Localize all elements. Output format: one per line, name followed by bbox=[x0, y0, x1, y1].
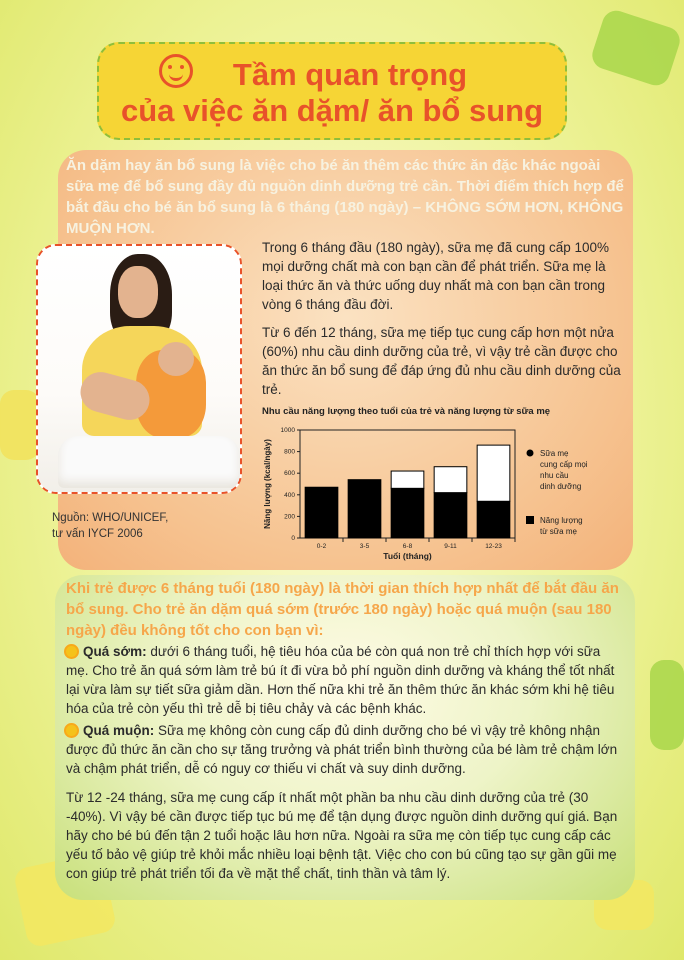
x-tick-label: 6-8 bbox=[402, 543, 413, 550]
too-early-paragraph: Quá sớm: dưới 6 tháng tuổi, hệ tiêu hóa của bé còn quá non trẻ chỉ thích hợp với sữa mẹ. Cho trẻ ăn quá sớm làm trẻ bú ít đi vừa bỏ phí nguồn dinh dưỡng và kháng thể tốt nhất lại vừa làm sự tiết sữa giảm dần. Hơn thế nữa khi trẻ ăn thêm thức ăn khác sớm khi hệ tiêu hóa của trẻ còn yếu thì trẻ dễ bị tiêu chảy và các bệnh khác. bbox=[66, 644, 615, 716]
bar-breastmilk-energy bbox=[434, 493, 467, 538]
x-tick-label: 0-2 bbox=[316, 543, 327, 550]
photo-source: Nguồn: WHO/UNICEF, tư vấn IYCF 2006 bbox=[52, 512, 169, 540]
chart-title: Nhu cầu năng lượng theo tuổi của trẻ và năng lượng từ sữa mẹ bbox=[262, 406, 551, 417]
puzzle-piece-decoration bbox=[650, 660, 684, 750]
y-tick-label: 1000 bbox=[280, 427, 295, 434]
timing-lead-text: Khi trẻ được 6 tháng tuổi (180 ngày) là thời gian thích hợp nhất để bắt đầu ăn bổ sung. Cho trẻ ăn dặm quá sớm (trước 180 ngày) hoặc quá muộn (sau 180 ngày) đều không tốt cho con bạn vì: bbox=[66, 580, 619, 639]
x-tick-label: 3-5 bbox=[359, 543, 370, 550]
flower-bullet-icon bbox=[66, 725, 77, 736]
y-tick-label: 800 bbox=[284, 448, 295, 456]
paragraph-six-to-twelve-months: Từ 6 đến 12 tháng, sữa mẹ tiếp tục cung cấp hơn một nửa (60%) nhu cầu dinh dưỡng của trẻ, vì vậy trẻ cần được cho ăn thức ăn bổ sung để đáp ứng đủ nhu cầu dinh dưỡng của trẻ. bbox=[262, 325, 621, 397]
legend-label: dinh dưỡng bbox=[540, 482, 582, 491]
title-banner bbox=[97, 42, 567, 140]
page-title-line-2: của việc ăn dặm/ ăn bổ sung bbox=[120, 93, 544, 128]
legend-marker-square bbox=[526, 516, 534, 524]
legend-label: Năng lượng bbox=[540, 516, 583, 525]
closing-paragraph: Từ 12 -24 tháng, sữa mẹ cung cấp ít nhất một phần ba nhu cầu dinh dưỡng của trẻ (30 -40%). Vì vậy bé cần được tiếp tục bú mẹ để tận dụng được nguồn dinh dưỡng quí giá. Bạn hãy cho bé bú đến tận 2 tuổi hoặc lâu hơn nữa. Ngoài ra sữa mẹ còn tiếp tục cung cấp các yếu tố bảo vệ giúp trẻ khỏi mắc nhiều loại bệnh tật. Việc cho con bú cũng tạo sự gần gũi mẹ con giúp trẻ phát triển tối đa về mặt thể chất, tinh thần và tâm lý. bbox=[66, 790, 618, 881]
photo-illustration bbox=[38, 246, 240, 492]
puzzle-piece-decoration bbox=[589, 7, 684, 89]
y-axis-label: Năng lượng (kcal/ngày) bbox=[263, 439, 272, 529]
bar-energy-gap bbox=[391, 471, 424, 488]
bar-breastmilk-energy bbox=[391, 488, 424, 538]
bar-breastmilk-energy bbox=[348, 480, 381, 538]
legend-label: nhu cầu bbox=[540, 471, 569, 480]
x-tick-label: 9-11 bbox=[444, 543, 457, 550]
x-axis-label: Tuổi (tháng) bbox=[383, 551, 432, 561]
bar-breastmilk-energy bbox=[305, 487, 338, 538]
intro-text: Ăn dặm hay ăn bổ sung là việc cho bé ăn thêm các thức ăn đặc khác ngoài sữa mẹ để bổ sung đầy đủ nguồn dinh dưỡng trẻ cần. Thời điểm thích hợp để bắt đầu cho bé ăn bổ sung là 6 tháng (180 ngày) – KHÔNG SỚM HƠN, KHÔNG MUỘN HƠN. bbox=[66, 157, 624, 237]
legend-label: Sữa mẹ bbox=[540, 449, 569, 458]
y-tick-label: 400 bbox=[284, 491, 295, 499]
flower-bullet-icon bbox=[66, 646, 77, 657]
energy-needs-chart bbox=[258, 420, 628, 565]
bar-energy-gap bbox=[477, 445, 510, 501]
paragraph-first-six-months: Trong 6 tháng đầu (180 ngày), sữa mẹ đã cung cấp 100% mọi dưỡng chất mà con bạn cần để phát triển. Sữa mẹ là loại thức ăn và thức uống duy nhất mà con bạn cần trong vòng 6 tháng đầu đời. bbox=[262, 240, 610, 312]
legend-marker-circle bbox=[527, 450, 534, 457]
bar-energy-gap bbox=[434, 467, 467, 493]
page-title-line-1: Tầm quan trọng bbox=[232, 57, 468, 92]
breastfeeding-photo bbox=[36, 244, 242, 494]
y-tick-label: 200 bbox=[284, 513, 295, 521]
legend-label: cung cấp mọi bbox=[540, 460, 588, 469]
puzzle-piece-decoration bbox=[0, 390, 40, 460]
legend-label: từ sữa mẹ bbox=[540, 527, 577, 536]
x-tick-label: 12-23 bbox=[485, 543, 502, 550]
bar-breastmilk-energy bbox=[477, 501, 510, 538]
y-tick-label: 0 bbox=[291, 535, 295, 542]
y-tick-label: 600 bbox=[284, 470, 295, 478]
too-late-paragraph: Quá muộn: Sữa mẹ không còn cung cấp đủ dinh dưỡng cho bé vì vậy trẻ không nhận được đủ thức ăn cần cho sự tăng trưởng và phát triển bình thường của bé làm trẻ chậm lớn và chậm phát triển, dễ có nguy cơ thiếu vi chất và suy dinh dưỡng. bbox=[66, 723, 618, 776]
